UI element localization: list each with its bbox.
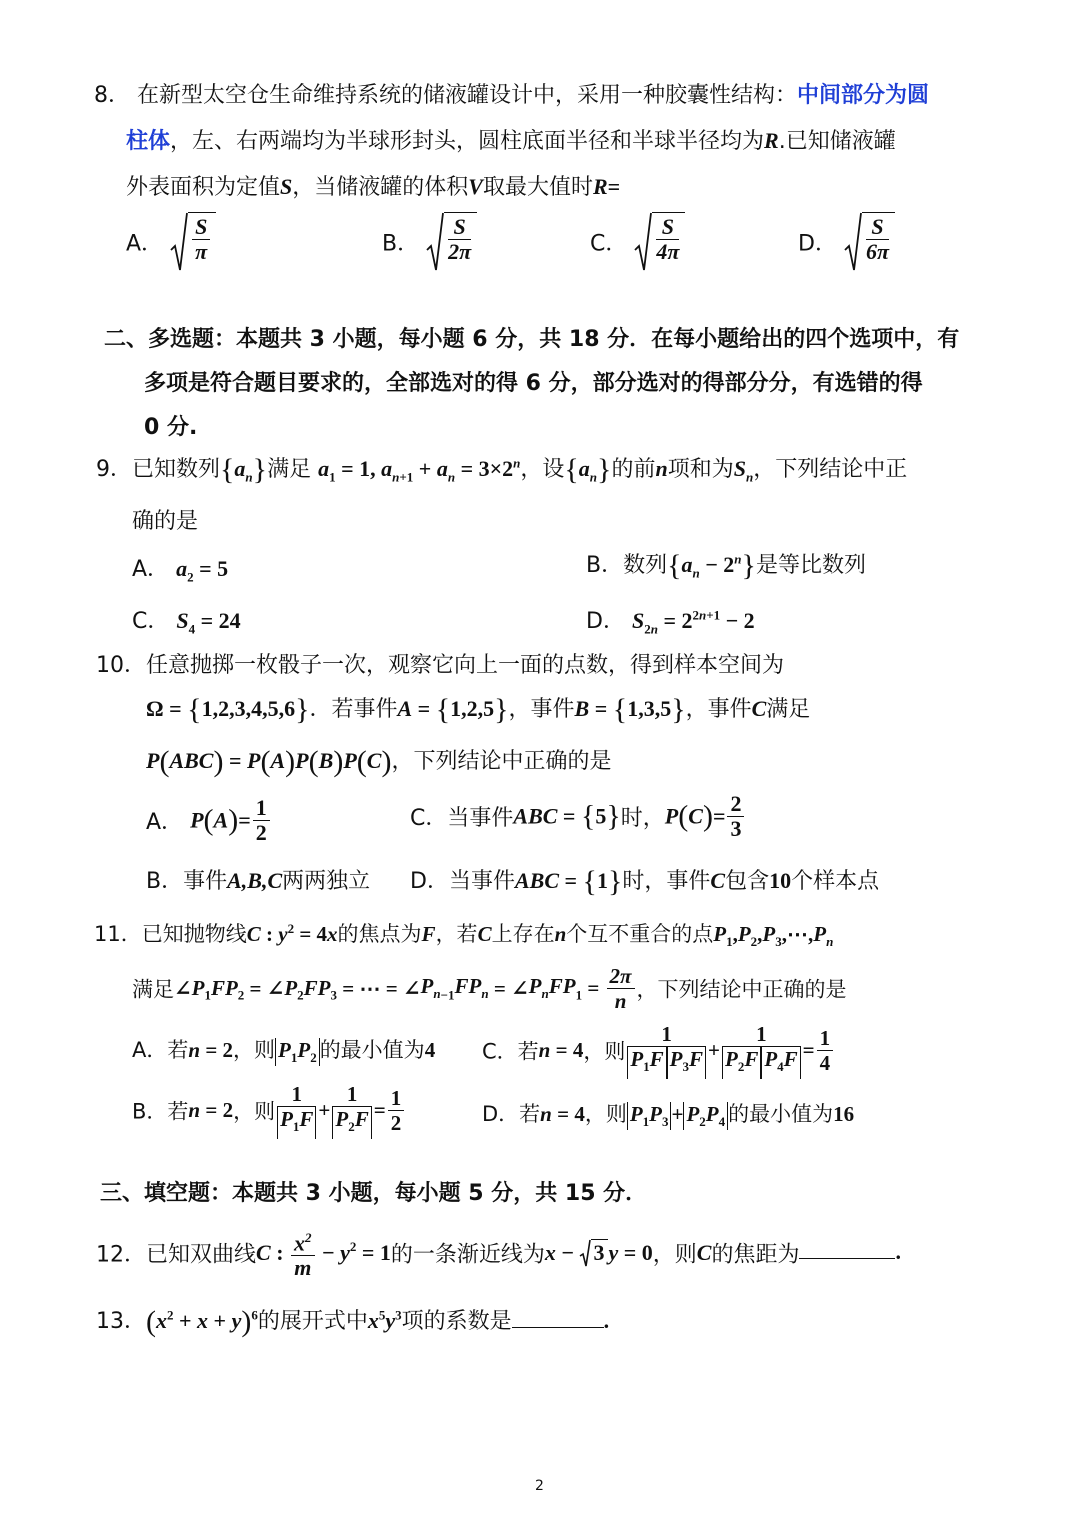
q13-line: 13．$(x^2 + x + y)^6$的展开式中$x^5y^3$项的系数是 . [96,1305,610,1338]
q10-line2: Ω = {1,2,3,4,5,6}．若事件A = {1,2,5}，事件B = {1,3,5}，事件C满足 [146,693,811,726]
q8-line3: 外表面积为定值S，当储液罐的体积V取最大值时R= [126,174,621,200]
q8-line2: 柱体，左、右两端均为半球形封头，圆柱底面半径和半球半径均为R.已知储液罐 [126,128,896,154]
q8-number: 8． [94,83,130,108]
q10-option-d[interactable]: D．当事件ABC = {1}时，事件C包含10个样本点 [410,865,880,898]
sqrt-symbol: $\frac{S}{4\pi}$ [634,212,685,272]
section3-heading: 三、填空题：本题共 3 小题，每小题 5 分，共 15 分． [100,1181,648,1206]
q11-option-c[interactable]: C．若n = 4，则 $\frac{1}{P_1F P_3F}$ + $\frac{1}{P_2F P_4F}$ = $\frac{1}{4}$ [482,1022,835,1079]
q11-line2: 满足$\angle P_1FP_2$ = $\angle P_2FP_3$ = ⋯ = $\angle P_{n-1}FP_n$ = $\angle P_nFP_1$ = $\frac{2\pi}{n}$ ，下列结论中正确的是 [132,964,847,1013]
q9-option-d[interactable]: D． $S_{2n} = 2^{2n+1} - 2$ [586,607,755,637]
q8-option-d[interactable]: D． $\frac{S}{6\pi}$ [798,212,895,272]
q8-option-b[interactable]: B． $\frac{S}{2\pi}$ [382,212,477,272]
q13-answer-blank[interactable] [512,1307,604,1328]
q10-option-a[interactable]: A． P(A)= $\frac{1}{2}$ [146,796,272,845]
q9-line2: 确的是 [132,509,199,534]
q10-option-b[interactable]: B．事件A,B,C两两独立 [146,868,371,894]
section2-heading-line2: 多项是符合题目要求的，全部选对的得 6 分，部分选对的得部分分，有选错的得 [144,371,923,396]
q8-text: 在新型太空仓生命维持系统的储液罐设计中，采用一种胶囊性结构： [137,83,798,108]
sqrt-symbol: $\frac{S}{\pi}$ [170,212,216,272]
q9-option-c[interactable]: C． $S_4 = 24$ [132,608,241,637]
q9-option-b[interactable]: B．数列$\{a_n - 2^n\}$是等比数列 [586,549,866,582]
q10-line1: 10．任意抛掷一枚骰子一次，观察它向上一面的点数，得到样本空间为 [96,653,785,678]
q9-line1: 9．已知数列$\{a_n\}$满足 $a_1 = 1$, $a_{n+1} + a_n = 3\times 2^n$，设$\{a_n\}$的前n项和为$S_n$，下列结论中正 [96,453,908,486]
section2-heading-line3: 0 分. [144,415,198,440]
q8-option-a[interactable]: A． $\frac{S}{\pi}$ [126,212,216,272]
q12-line: 12．已知双曲线C : $\frac{x^2}{m}$ − $y^2 = 1$的一条渐近线为x − 3 y = 0，则C的焦距为 . [96,1226,901,1280]
page-number: 2 [535,1478,544,1494]
section2-heading-line1: 二、多选题：本题共 3 小题，每小题 6 分，共 18 分．在每小题给出的四个选项中，有 [104,327,960,352]
q8-option-c[interactable]: C． $\frac{S}{4\pi}$ [590,212,685,272]
q11-option-d[interactable]: D．若n = 4，则 $P_1P_3 + P_2P_4$ 的最小值为16 [482,1102,855,1130]
q10-option-c[interactable]: C．当事件ABC = {5}时，P(C)= $\frac{2}{3}$ [410,792,746,841]
q10-line3: P(ABC) = P(A)P(B)P(C)，下列结论中正确的是 [146,745,612,778]
q11-line1: 11．已知抛物线C : $y^2 = 4x$的焦点为F，若C上存在n个互不重合的点$P_1,P_2,P_3,\cdots,P_n$ [94,921,834,950]
q12-answer-blank[interactable] [799,1238,895,1259]
q11-option-a[interactable]: A．若n = 2，则 $P_1P_2$ 的最小值为4 [132,1038,436,1066]
q8-highlight-2: 柱体 [126,129,171,154]
q9-option-a[interactable]: A． $a_2 = 5$ [132,556,229,585]
q8-highlight-1: 中间部分为圆 [797,83,930,108]
q11-option-b[interactable]: B．若n = 2，则 $\frac{1}{P_1F}$ + $\frac{1}{P_2F}$ = $\frac{1}{2}$ [132,1082,406,1139]
sqrt-symbol: $\frac{S}{6\pi}$ [844,212,895,272]
q8-line1 [94,78,929,109]
sqrt-symbol: $\frac{S}{2\pi}$ [426,212,477,272]
sqrt-symbol: 3 [579,1239,608,1267]
